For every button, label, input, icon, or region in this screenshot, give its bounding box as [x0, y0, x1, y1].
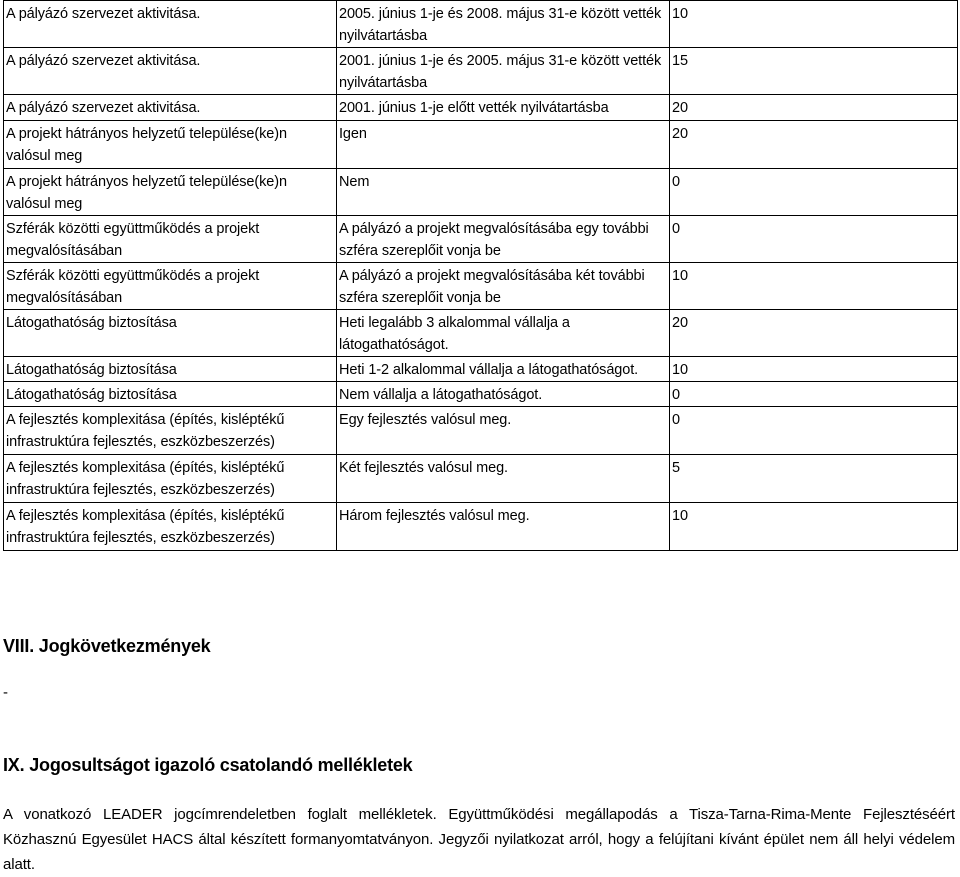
- table-row: [4, 1, 958, 48]
- table-row: [4, 357, 958, 382]
- criterion-cell: A fejlesztés komplexitása (építés, kisléptékű infrastruktúra fejlesztés, eszközbeszerzés): [4, 407, 337, 455]
- condition-cell: A pályázó a projekt megvalósításába két további szféra szereplőit vonja be: [337, 263, 670, 310]
- points-cell: 20: [670, 121, 958, 169]
- section-ix-heading: IX. Jogosultságot igazoló csatolandó mellékletek: [3, 755, 413, 775]
- condition-cell: Igen: [337, 121, 670, 169]
- points-cell: 10: [670, 503, 958, 551]
- scoring-criteria-table: [3, 0, 958, 551]
- table-row: [4, 407, 958, 455]
- criterion-cell: Látogathatóság biztosítása: [4, 357, 337, 382]
- condition-cell: 2001. június 1-je előtt vették nyilvátartásba: [337, 95, 670, 121]
- condition-cell: A pályázó a projekt megvalósításába egy további szféra szereplőit vonja be: [337, 216, 670, 263]
- table-row: [4, 48, 958, 95]
- table-row: [4, 121, 958, 169]
- points-cell: 0: [670, 169, 958, 216]
- condition-cell: 2005. június 1-je és 2008. május 31-e között vették nyilvátartásba: [337, 1, 670, 48]
- points-cell: 0: [670, 382, 958, 407]
- condition-cell: 2001. június 1-je és 2005. május 31-e között vették nyilvátartásba: [337, 48, 670, 95]
- table-row: [4, 455, 958, 503]
- criterion-cell: A projekt hátrányos helyzetű települése(ke)n valósul meg: [4, 121, 337, 169]
- table-row: [4, 503, 958, 551]
- condition-cell: Heti 1-2 alkalommal vállalja a látogathatóságot.: [337, 357, 670, 382]
- condition-cell: Heti legalább 3 alkalommal vállalja a látogathatóságot.: [337, 310, 670, 357]
- points-cell: 10: [670, 1, 958, 48]
- table-row: [4, 169, 958, 216]
- criterion-cell: A pályázó szervezet aktivitása.: [4, 95, 337, 121]
- points-cell: 0: [670, 216, 958, 263]
- criterion-cell: A pályázó szervezet aktivitása.: [4, 1, 337, 48]
- points-cell: 10: [670, 263, 958, 310]
- table-row: [4, 263, 958, 310]
- points-cell: 5: [670, 455, 958, 503]
- criterion-cell: Szférák közötti együttműködés a projekt megvalósításában: [4, 216, 337, 263]
- points-cell: 15: [670, 48, 958, 95]
- section-viii-body: -: [3, 684, 8, 701]
- criterion-cell: Látogathatóság biztosítása: [4, 382, 337, 407]
- table-row: [4, 382, 958, 407]
- points-cell: 20: [670, 95, 958, 121]
- condition-cell: Két fejlesztés valósul meg.: [337, 455, 670, 503]
- section-ix-body: A vonatkozó LEADER jogcímrendeletben foglalt mellékletek. Együttműködési megállapodás a Tisza-Tarna-Rima-Mente Fejlesztéséért Közhasznú Egyesület HACS által készített formanyomtatványon. Jegyzői nyilatkozat arról, hogy a felújítani kívánt épület nem áll helyi védelem alatt.: [3, 806, 955, 873]
- criterion-cell: A fejlesztés komplexitása (építés, kisléptékű infrastruktúra fejlesztés, eszközbeszerzés): [4, 503, 337, 551]
- criterion-cell: Látogathatóság biztosítása: [4, 310, 337, 357]
- table-row: [4, 310, 958, 357]
- points-cell: 20: [670, 310, 958, 357]
- condition-cell: Egy fejlesztés valósul meg.: [337, 407, 670, 455]
- table-row: [4, 216, 958, 263]
- criterion-cell: Szférák közötti együttműködés a projekt megvalósításában: [4, 263, 337, 310]
- criterion-cell: A pályázó szervezet aktivitása.: [4, 48, 337, 95]
- condition-cell: Három fejlesztés valósul meg.: [337, 503, 670, 551]
- criterion-cell: A projekt hátrányos helyzetű települése(ke)n valósul meg: [4, 169, 337, 216]
- points-cell: 10: [670, 357, 958, 382]
- condition-cell: Nem: [337, 169, 670, 216]
- condition-cell: Nem vállalja a látogathatóságot.: [337, 382, 670, 407]
- table-row: [4, 95, 958, 121]
- section-viii-heading: VIII. Jogkövetkezmények: [3, 636, 211, 656]
- points-cell: 0: [670, 407, 958, 455]
- criterion-cell: A fejlesztés komplexitása (építés, kisléptékű infrastruktúra fejlesztés, eszközbeszerzés): [4, 455, 337, 503]
